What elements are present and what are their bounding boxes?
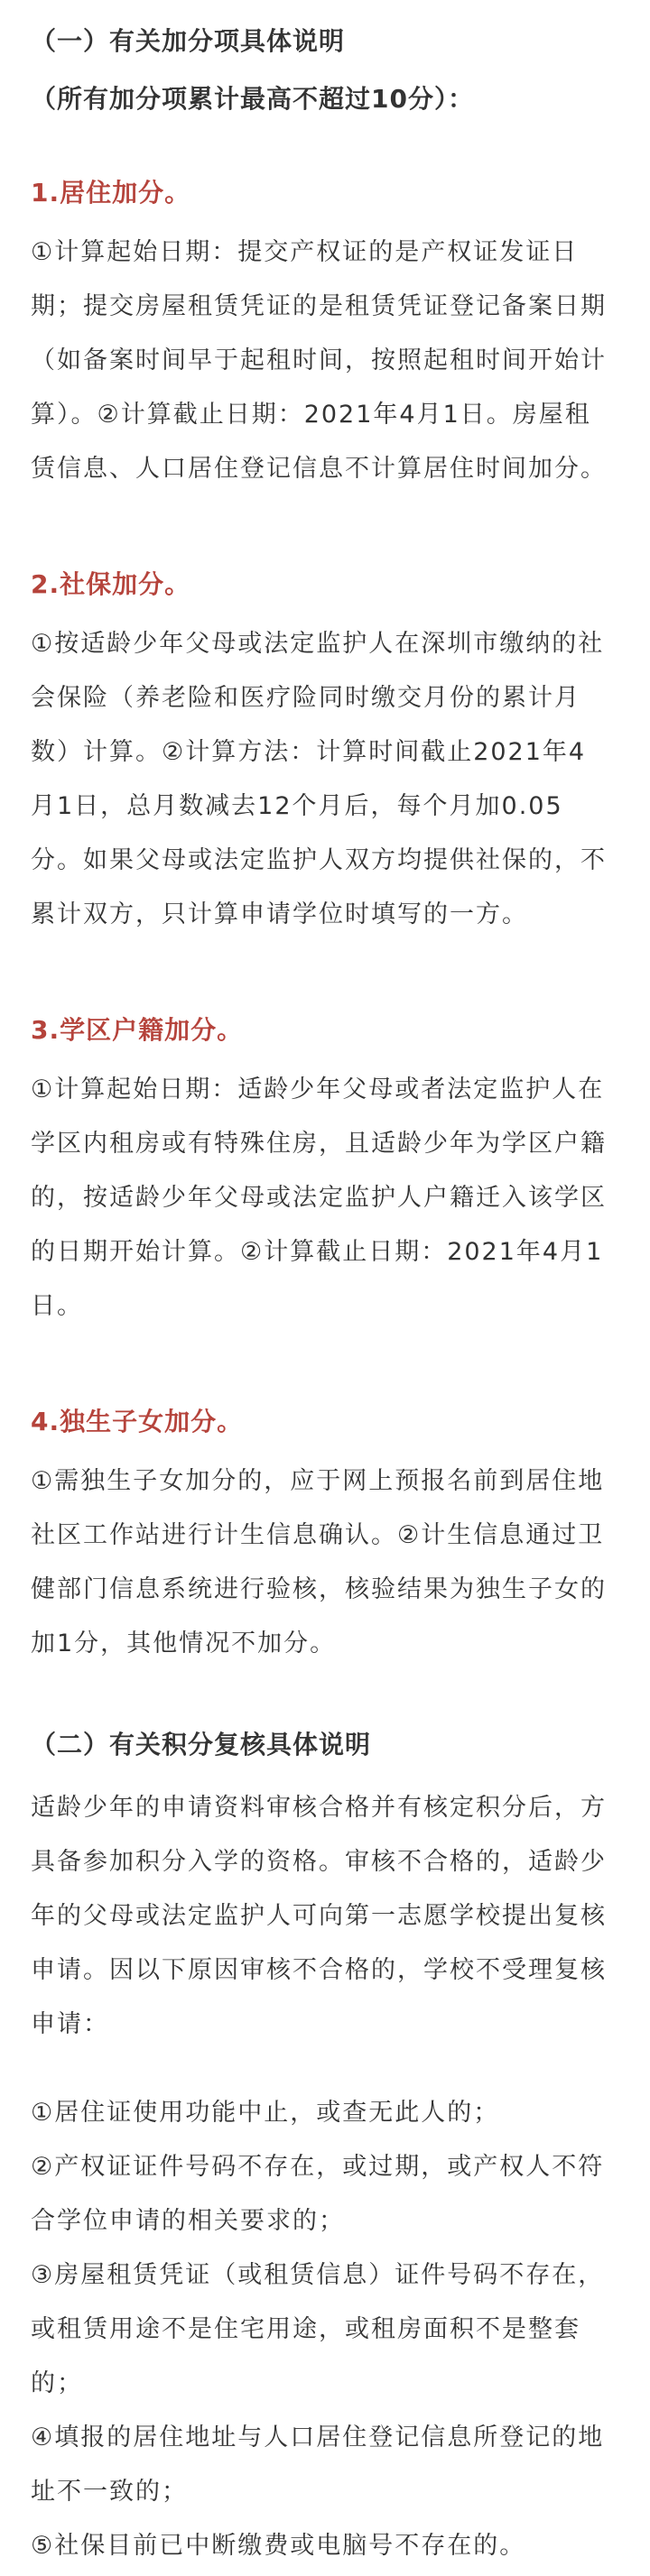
list-item: ③房屋租赁凭证（或租赁信息）证件号码不存在，或租赁用途不是住宅用途，或租房面积不是整套的； [31, 2261, 605, 2397]
part1-note: （所有加分项累计最高不超过10分）： [31, 84, 474, 114]
list-item: ②产权证证件号码不存在，或过期，或产权人不符合学位申请的相关要求的； [31, 2153, 605, 2235]
part2-heading: （二）有关积分复核具体说明 [31, 1730, 372, 1759]
section-title: 1.居住加分。 [31, 178, 191, 208]
section-school-district-hukou-bonus [31, 1014, 608, 1334]
section-only-child-bonus [31, 1406, 608, 1671]
rejection-reasons-list [31, 2086, 608, 2573]
section-residence-bonus [31, 177, 608, 496]
list-item: ④填报的居住地址与人口居住登记信息所登记的地址不一致的； [31, 2424, 605, 2506]
part1-heading: （一）有关加分项具体说明 [31, 26, 346, 56]
section-text: ①需独生子女加分的，应于网上预报名前到居住地社区工作站进行计生信息确认。②计生信息通过卫健部门信息系统进行验核，核验结果为独生子女的加1分，其他情况不加分。 [31, 1467, 607, 1657]
section-social-security-bonus [31, 568, 608, 942]
list-item: ①居住证使用功能中止，或查无此人的； [31, 2099, 500, 2127]
section-title: 3.学区户籍加分。 [31, 1015, 244, 1045]
section-text: ①计算起始日期：适龄少年父母或者法定监护人在学区内租房或有特殊住房，且适龄少年为学区户籍的，按适龄少年父母或法定监护人户籍迁入该学区的日期开始计算。②计算截止日期：2021年4月1日。 [31, 1076, 607, 1320]
part2-intro: 适龄少年的申请资料审核合格并有核定积分后，方具备参加积分入学的资格。审核不合格的，适龄少年的父母或法定监护人可向第一志愿学校提出复核申请。因以下原因审核不合格的，学校不受理复核申请： [31, 1794, 607, 2038]
section-text: ①计算起始日期：提交产权证的是产权证发证日期；提交房屋租赁凭证的是租赁凭证登记备案日期（如备案时间早于起租时间，按照起租时间开始计算）。②计算截止日期：2021年4月1日。房屋租赁信息、人口居住登记信息不计算居住时间加分。 [31, 238, 607, 483]
section-title: 4.独生子女加分。 [31, 1407, 244, 1436]
section-title: 2.社保加分。 [31, 569, 191, 599]
section-text: ①按适龄少年父母或法定监护人在深圳市缴纳的社会保险（养老险和医疗险同时缴交月份的累计月数）计算。②计算方法：计算时间截止2021年4月1日，总月数减去12个月后，每个月加0.05分。如果父母或法定监护人双方均提供社保的，不累计双方，只计算申请学位时填写的一方。 [31, 630, 607, 928]
list-item: ⑤社保目前已中断缴费或电脑号不存在的。 [31, 2532, 526, 2560]
